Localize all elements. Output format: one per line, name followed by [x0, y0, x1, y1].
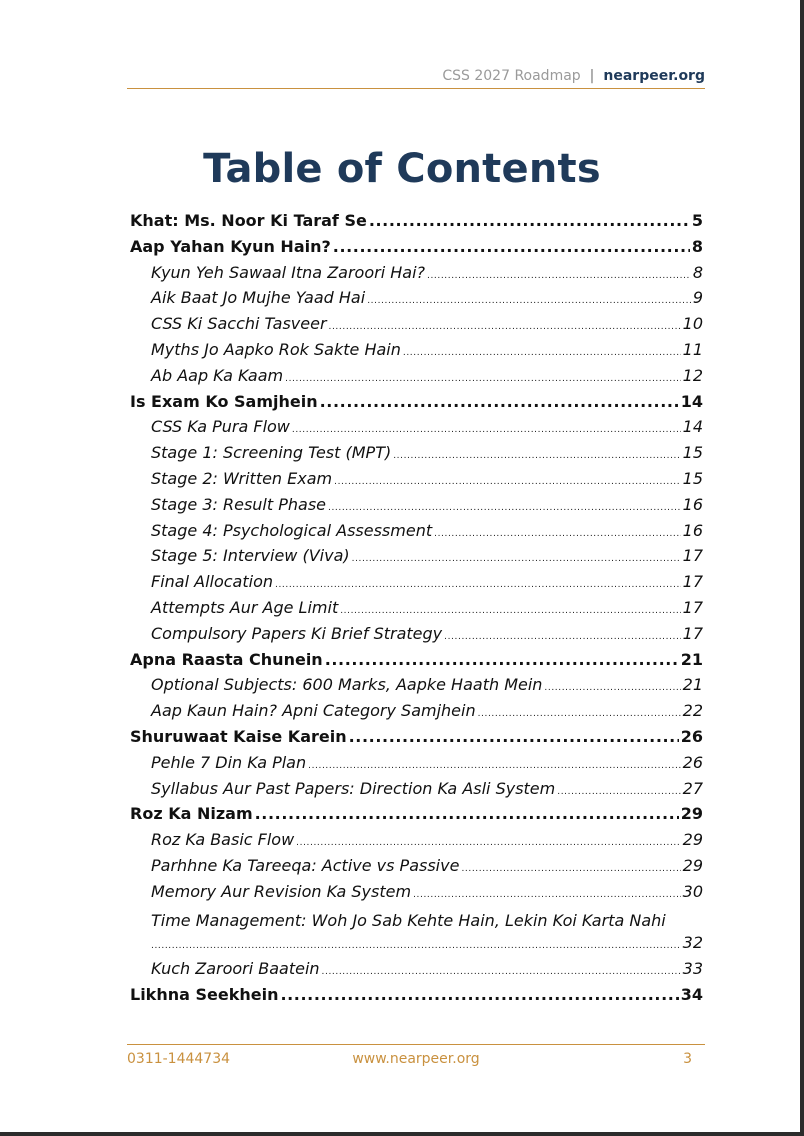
toc-entry-page: 9	[692, 288, 703, 308]
toc-leader-dots	[334, 477, 681, 487]
toc-leader-dots	[393, 451, 680, 461]
toc-entry-label: Kuch Zaroori Baatein	[151, 959, 320, 979]
toc-leader-dots	[434, 529, 681, 539]
toc-entry-page: 34	[680, 984, 703, 1004]
toc-section-entry[interactable]	[130, 598, 703, 624]
toc-section-entry[interactable]	[130, 675, 703, 701]
toc-section-entry[interactable]	[130, 417, 703, 443]
toc-leader-dots	[280, 985, 678, 1004]
toc-leader-dots	[296, 838, 680, 848]
header-separator: |	[589, 68, 595, 84]
toc-entry-page: 26	[682, 752, 703, 772]
toc-section-entry[interactable]	[130, 546, 703, 572]
toc-entry-page: 32	[682, 933, 703, 953]
toc-entry-label: Compulsory Papers Ki Brief Strategy	[151, 623, 443, 643]
toc-entry-label: Myths Jo Aapko Rok Sakte Hain	[151, 339, 401, 359]
toc-entry-page: 15	[682, 468, 703, 488]
toc-leader-dots	[340, 606, 680, 616]
toc-entry-page: 21	[680, 649, 703, 669]
toc-leader-dots	[285, 374, 681, 384]
toc-entry-page: 16	[682, 520, 703, 540]
toc-entry-label: Kyun Yeh Sawaal Itna Zaroori Hai?	[151, 262, 425, 282]
toc-entry-label: Final Allocation	[151, 572, 273, 592]
toc-leader-dots	[352, 554, 681, 564]
toc-section-entry[interactable]	[130, 624, 703, 650]
toc-entry-label: Aap Kaun Hain? Apni Category Samjhein	[151, 701, 476, 721]
toc-leader-dots	[275, 580, 681, 590]
toc-section-entry[interactable]	[130, 572, 703, 598]
toc-entry-label: Stage 1: Screening Test (MPT)	[151, 443, 392, 463]
toc-entry-page: 8	[692, 262, 703, 282]
toc-section-entry[interactable]	[130, 314, 703, 340]
toc-entry-label: CSS Ki Sacchi Tasveer	[151, 314, 327, 334]
toc-chapter-entry[interactable]	[130, 985, 703, 1011]
toc-leader-dots	[255, 804, 679, 823]
footer-page-number: 3	[683, 1051, 692, 1067]
header-site-link[interactable]: nearpeer.org	[603, 68, 705, 84]
toc-chapter-entry[interactable]	[130, 727, 703, 753]
toc-entry-label: Pehle 7 Din Ka Plan	[151, 752, 307, 772]
toc-entry-label: Attempts Aur Age Limit	[151, 597, 339, 617]
toc-entry-label: Khat: Ms. Noor Ki Taraf Se	[130, 211, 367, 230]
footer-website-link[interactable]: www.nearpeer.org	[352, 1051, 480, 1067]
toc-leader-dots	[151, 941, 681, 951]
toc-entry-label: Parhhne Ka Tareeqa: Active vs Passive	[151, 855, 460, 875]
toc-chapter-entry[interactable]	[130, 237, 703, 263]
toc-section-entry[interactable]	[130, 443, 703, 469]
toc-entry-label: Shuruwaat Kaise Karein	[130, 726, 347, 746]
toc-section-entry[interactable]	[130, 908, 703, 960]
toc-leader-dots	[322, 967, 681, 977]
toc-entry-label: Ab Aap Ka Kaam	[151, 365, 284, 385]
toc-entry-label: Apna Raasta Chunein	[130, 649, 323, 669]
toc-section-entry[interactable]	[130, 495, 703, 521]
toc-leader-dots	[367, 296, 691, 306]
toc-leader-dots	[444, 632, 681, 642]
toc-entry-page: 21	[682, 675, 703, 695]
toc-entry-page: 17	[682, 546, 703, 566]
toc-leader-dots	[403, 348, 681, 358]
toc-section-entry[interactable]	[130, 779, 703, 805]
toc-entry-page: 12	[682, 365, 703, 385]
toc-section-entry[interactable]	[130, 753, 703, 779]
toc-leader-dots	[329, 322, 681, 332]
toc-entry-label: CSS Ka Pura Flow	[151, 417, 290, 437]
toc-section-entry[interactable]	[130, 263, 703, 289]
toc-entry-page: 5	[691, 211, 703, 230]
toc-entry-page: 33	[682, 959, 703, 979]
toc-entry-page: 11	[682, 339, 703, 359]
toc-entry-page: 17	[682, 572, 703, 592]
toc-leader-dots	[325, 650, 679, 669]
toc-leader-dots	[349, 727, 679, 746]
toc-entry-page: 17	[682, 597, 703, 617]
toc-entry-label: Stage 4: Psychological Assessment	[151, 520, 433, 540]
toc-entry-page: 10	[682, 314, 703, 334]
toc-section-entry[interactable]	[130, 701, 703, 727]
toc-leader-dots	[328, 503, 681, 513]
toc-section-entry[interactable]	[130, 856, 703, 882]
toc-entry-label: Syllabus Aur Past Papers: Direction Ka Asli System	[151, 778, 556, 798]
toc-leader-dots	[320, 392, 679, 411]
toc-chapter-entry[interactable]	[130, 211, 703, 237]
toc-entry-page: 16	[682, 494, 703, 514]
table-of-contents	[130, 211, 703, 1011]
toc-entry-label: Stage 2: Written Exam	[151, 468, 333, 488]
toc-entry-page: 17	[682, 623, 703, 643]
header-doc-title: CSS 2027 Roadmap	[442, 68, 581, 84]
toc-entry-label: Stage 5: Interview (Viva)	[151, 546, 350, 566]
toc-entry-label: Is Exam Ko Samjhein	[130, 391, 318, 411]
toc-entry-page: 14	[682, 417, 703, 437]
toc-chapter-entry[interactable]	[130, 804, 703, 830]
toc-entry-label: Time Management: Woh Jo Sab Kehte Hain, Lekin Koi Karta Nahi	[151, 910, 666, 930]
toc-section-entry[interactable]	[130, 521, 703, 547]
toc-leader-dots	[369, 211, 690, 230]
toc-chapter-entry[interactable]	[130, 392, 703, 418]
toc-entry-label: Stage 3: Result Phase	[151, 494, 326, 514]
toc-entry-label: Optional Subjects: 600 Marks, Aapke Haath Mein	[151, 675, 543, 695]
toc-entry-page: 22	[682, 701, 703, 721]
toc-entry-page: 29	[682, 830, 703, 850]
toc-entry-label: Roz Ka Basic Flow	[151, 830, 295, 850]
toc-entry-page: 8	[691, 236, 703, 256]
toc-leader-dots	[308, 761, 681, 771]
toc-section-entry[interactable]	[130, 882, 703, 908]
page-bottom-edge	[0, 1132, 804, 1136]
toc-leader-dots	[333, 237, 690, 256]
toc-leader-dots	[544, 683, 680, 693]
toc-entry-page: 14	[680, 391, 703, 411]
toc-entry-label: Likhna Seekhein	[130, 984, 279, 1004]
toc-leader-dots	[427, 271, 691, 281]
toc-leader-dots	[461, 864, 680, 874]
toc-section-entry[interactable]	[130, 830, 703, 856]
toc-section-entry[interactable]	[130, 959, 703, 985]
toc-entry-page: 26	[680, 726, 703, 746]
page-footer	[127, 1044, 705, 1067]
toc-section-entry[interactable]	[130, 366, 703, 392]
toc-chapter-entry[interactable]	[130, 650, 703, 676]
toc-section-entry[interactable]	[130, 288, 703, 314]
footer-phone: 0311-1444734	[127, 1051, 231, 1067]
toc-entry-page: 29	[680, 804, 703, 824]
toc-leader-dots	[413, 890, 681, 900]
toc-leader-dots	[478, 709, 681, 719]
toc-entry-label: Aik Baat Jo Mujhe Yaad Hai	[151, 288, 366, 308]
toc-entry-label: Memory Aur Revision Ka System	[151, 881, 412, 901]
toc-entry-page: 15	[682, 443, 703, 463]
page-title: Table of Contents	[203, 146, 601, 192]
toc-leader-dots	[292, 425, 681, 435]
toc-entry-label: Aap Yahan Kyun Hain?	[130, 236, 331, 256]
toc-section-entry[interactable]	[130, 469, 703, 495]
toc-section-entry[interactable]	[130, 340, 703, 366]
toc-entry-label: Roz Ka Nizam	[130, 804, 253, 824]
toc-entry-page: 30	[682, 881, 703, 901]
toc-entry-page: 27	[682, 778, 703, 798]
toc-leader-dots	[557, 787, 680, 797]
toc-entry-page: 29	[682, 855, 703, 875]
page-header	[127, 68, 705, 89]
